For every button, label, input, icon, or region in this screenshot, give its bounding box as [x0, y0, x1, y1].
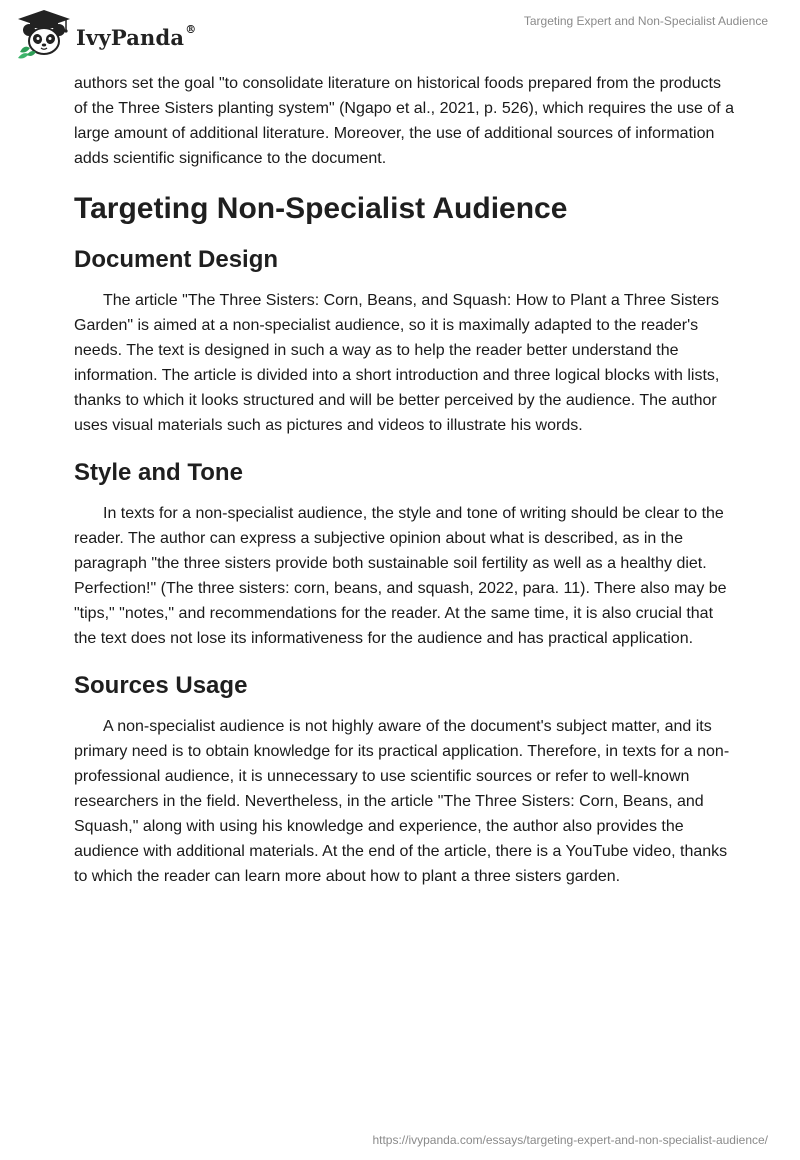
- brand-name: IvyPanda®: [76, 22, 197, 50]
- section-heading-document-design: Document Design: [74, 246, 279, 273]
- article-content: [74, 71, 734, 889]
- main-heading: Targeting Non-Specialist Audience: [74, 192, 568, 225]
- section-paragraph-style-and-tone: In texts for a non-specialist audience, the style and tone of writing should be clear to the reader. The author can express a subjective opinion about what is described, as in the paragraph "the three sisters provide both sustainable soil fertility as well as a healthy diet. Perfection!" (The three sisters: corn, beans, and squash, 2022, para. 11). There also may be "tips," "notes," and recommendations for the reader. At the same time, it is also crucial that the text does not lose its informativeness for the audience and has practical application.: [74, 505, 727, 647]
- registered-mark: ®: [185, 22, 197, 36]
- ivypanda-logo[interactable]: [14, 8, 196, 60]
- section-heading-style-and-tone: Style and Tone: [74, 459, 243, 486]
- page-header: [0, 0, 800, 70]
- intro-paragraph: authors set the goal "to consolidate literature on historical foods prepared from the products of the Three Sisters planting system" (Ngapo et al., 2021, p. 526), which requires the use of a large amount of additional literature. Moreover, the use of additional sources of information adds scientific significance to the document.: [74, 75, 734, 167]
- panda-graduate-logo-icon: [14, 8, 74, 60]
- section-paragraph-document-design: The article "The Three Sisters: Corn, Beans, and Squash: How to Plant a Three Sisters Garden" is aimed at a non-specialist audience, so it is maximally adapted to the reader's needs. The text is designed in such a way as to help the reader better understand the information. The article is divided into a short introduction and three logical blocks with lists, thanks to which it looks structured and will be better perceived by the audience. The author uses visual materials such as pictures and videos to illustrate his words.: [74, 292, 720, 434]
- section-paragraph-sources-usage: A non-specialist audience is not highly aware of the document's subject matter, and its primary need is to obtain knowledge for its practical application. Therefore, in texts for a non-professional audience, it is unnecessary to use scientific sources or refer to well-known researchers in the field. Nevertheless, in the article "The Three Sisters: Corn, Beans, and Squash," along with using his knowledge and experience, the author also provides the audience with additional materials. At the end of the article, there is a YouTube video, thanks to which the reader can learn more about how to plant a three sisters garden.: [74, 718, 730, 885]
- section-heading-sources-usage: Sources Usage: [74, 672, 248, 699]
- footer-source-url[interactable]: https://ivypanda.com/essays/targeting-expert-and-non-specialist-audience/: [372, 1133, 768, 1147]
- header-document-title: Targeting Expert and Non-Specialist Audience: [523, 14, 768, 28]
